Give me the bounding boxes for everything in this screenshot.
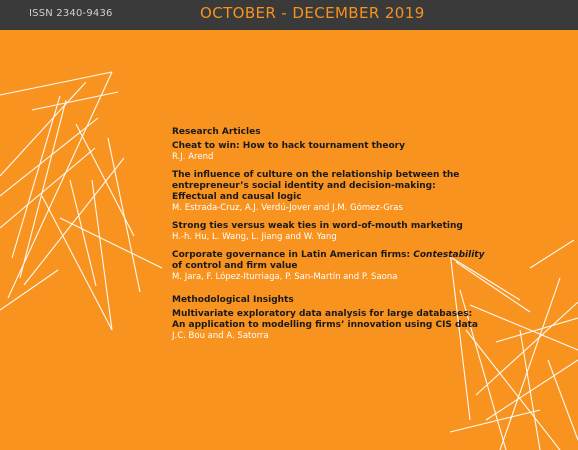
article-title-line: Effectual and causal logic (172, 192, 302, 202)
article-item (172, 141, 572, 163)
article-authors: H.-h. Hu, L. Wang, L. Jiang and W. Yang (172, 232, 337, 242)
section-research-articles (172, 127, 572, 283)
article-authors: J.C. Bou and A. Satorra (172, 331, 269, 341)
article-title-line: entrepreneur’s social identity and decision-making: (172, 181, 436, 191)
section-methodological-insights (172, 295, 572, 342)
article-item (172, 170, 572, 214)
contents-list (172, 127, 572, 349)
article-title-line: Multivariate exploratory data analysis for large databases: (172, 309, 473, 319)
section-title: Methodological Insights (172, 295, 294, 305)
article-title: Strong ties versus weak ties in word-of-mouth marketing (172, 221, 463, 231)
issn-label: ISSN 2340-9436 (29, 8, 113, 19)
article-title-italic: Contestability (413, 250, 485, 260)
article-title-line: of control and firm value (172, 261, 298, 271)
article-title-plain: Corporate governance in Latin American firms: (172, 250, 414, 260)
article-title-line: An application to modelling firms’ innovation using CIS data (172, 320, 478, 330)
article-item (172, 309, 572, 342)
issue-period: OCTOBER - DECEMBER 2019 (200, 4, 425, 22)
section-title: Research Articles (172, 127, 261, 137)
article-title: Cheat to win: How to hack tournament theory (172, 141, 405, 151)
article-authors: R.J. Arend (172, 152, 214, 162)
article-authors: M. Jara, F. López-Iturriaga, P. San-Martín and P. Saona (172, 272, 398, 282)
article-title-line (172, 250, 572, 261)
article-authors: M. Estrada-Cruz, A.J. Verdú-Jover and J.M. Gómez-Gras (172, 203, 403, 213)
article-item (172, 221, 572, 243)
article-title-line: The influence of culture on the relationship between the (172, 170, 460, 180)
article-item (172, 250, 572, 283)
